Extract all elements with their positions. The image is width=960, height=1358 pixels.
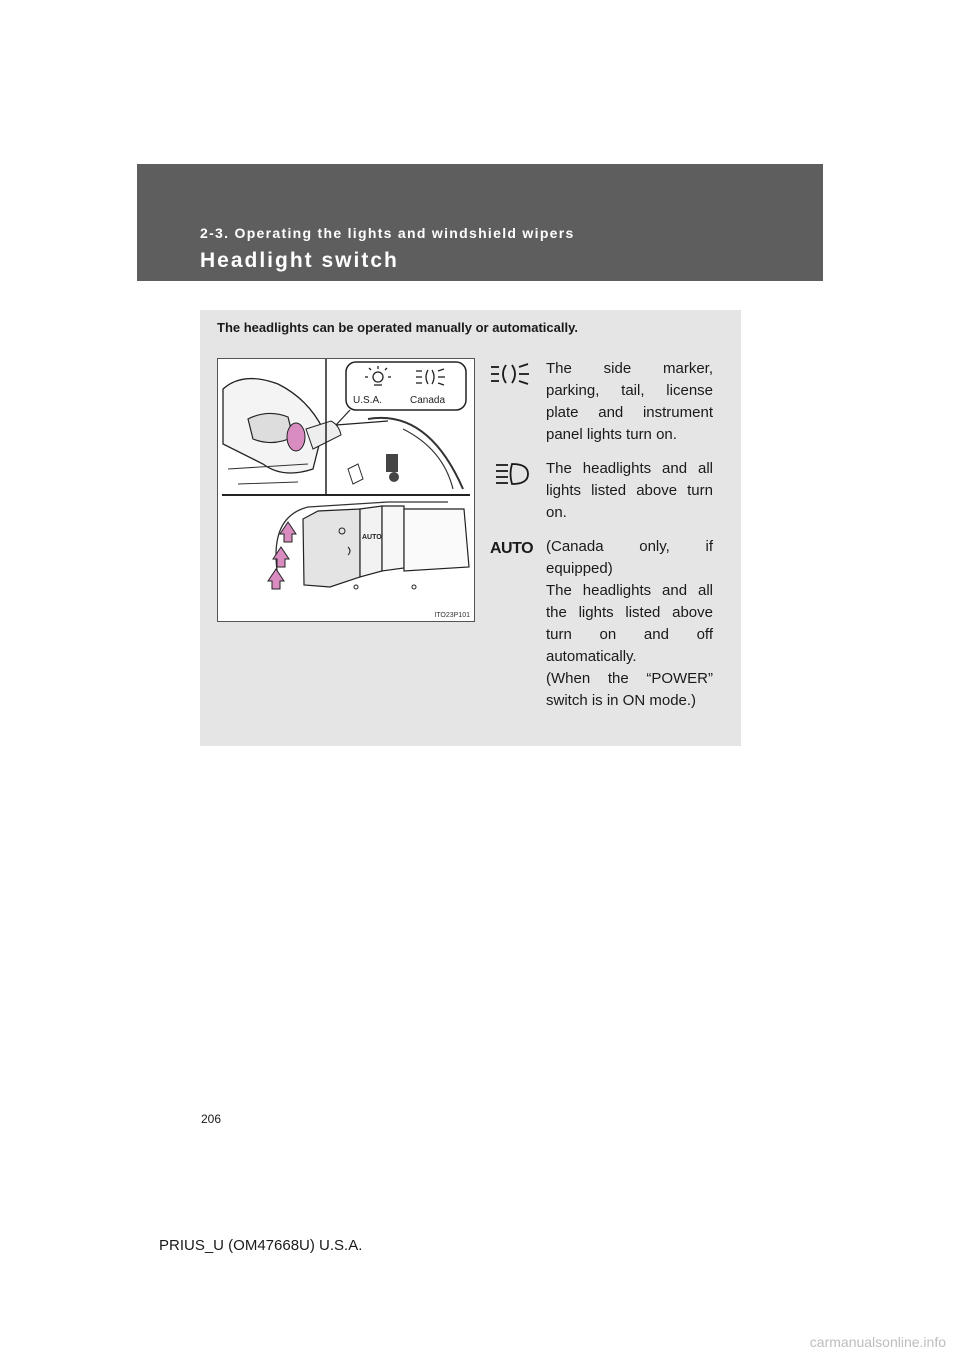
auto-line-2: The headlights and all the lights listed above turn on and off automatically.	[546, 582, 713, 665]
page-number: 206	[201, 1112, 222, 1126]
label-usa: U.S.A.	[353, 395, 382, 406]
item-text: The side marker, parking, tail, license plate and instrument panel lights turn on.	[546, 360, 713, 443]
content-panel	[200, 310, 741, 746]
item-text: The headlights and all lights listed above turn on.	[546, 460, 713, 521]
section-header	[137, 164, 823, 281]
item-text-auto	[546, 536, 713, 712]
page-title: Headlight switch	[200, 249, 399, 272]
intro-text: The headlights can be operated manually or automatically.	[217, 320, 578, 335]
headlight-icon	[488, 462, 534, 486]
label-canada: Canada	[410, 395, 446, 406]
section-label: 2-3. Operating the lights and windshield wipers	[200, 225, 575, 241]
auto-icon: AUTO	[490, 540, 534, 557]
watermark[interactable]: carmanualsonline.info	[809, 1334, 946, 1350]
figure-code: ITO23P101	[434, 612, 470, 619]
switch-auto-label: AUTO	[362, 534, 382, 541]
side-marker-lights-icon	[488, 362, 534, 386]
document-id: PRIUS_U (OM47668U) U.S.A.	[159, 1237, 363, 1254]
auto-line-3: (When the “POWER” switch is in ON mode.)	[546, 670, 713, 709]
auto-line-1: (Canada only, if equipped)	[546, 538, 713, 577]
headlight-switch-illustration	[217, 358, 475, 622]
